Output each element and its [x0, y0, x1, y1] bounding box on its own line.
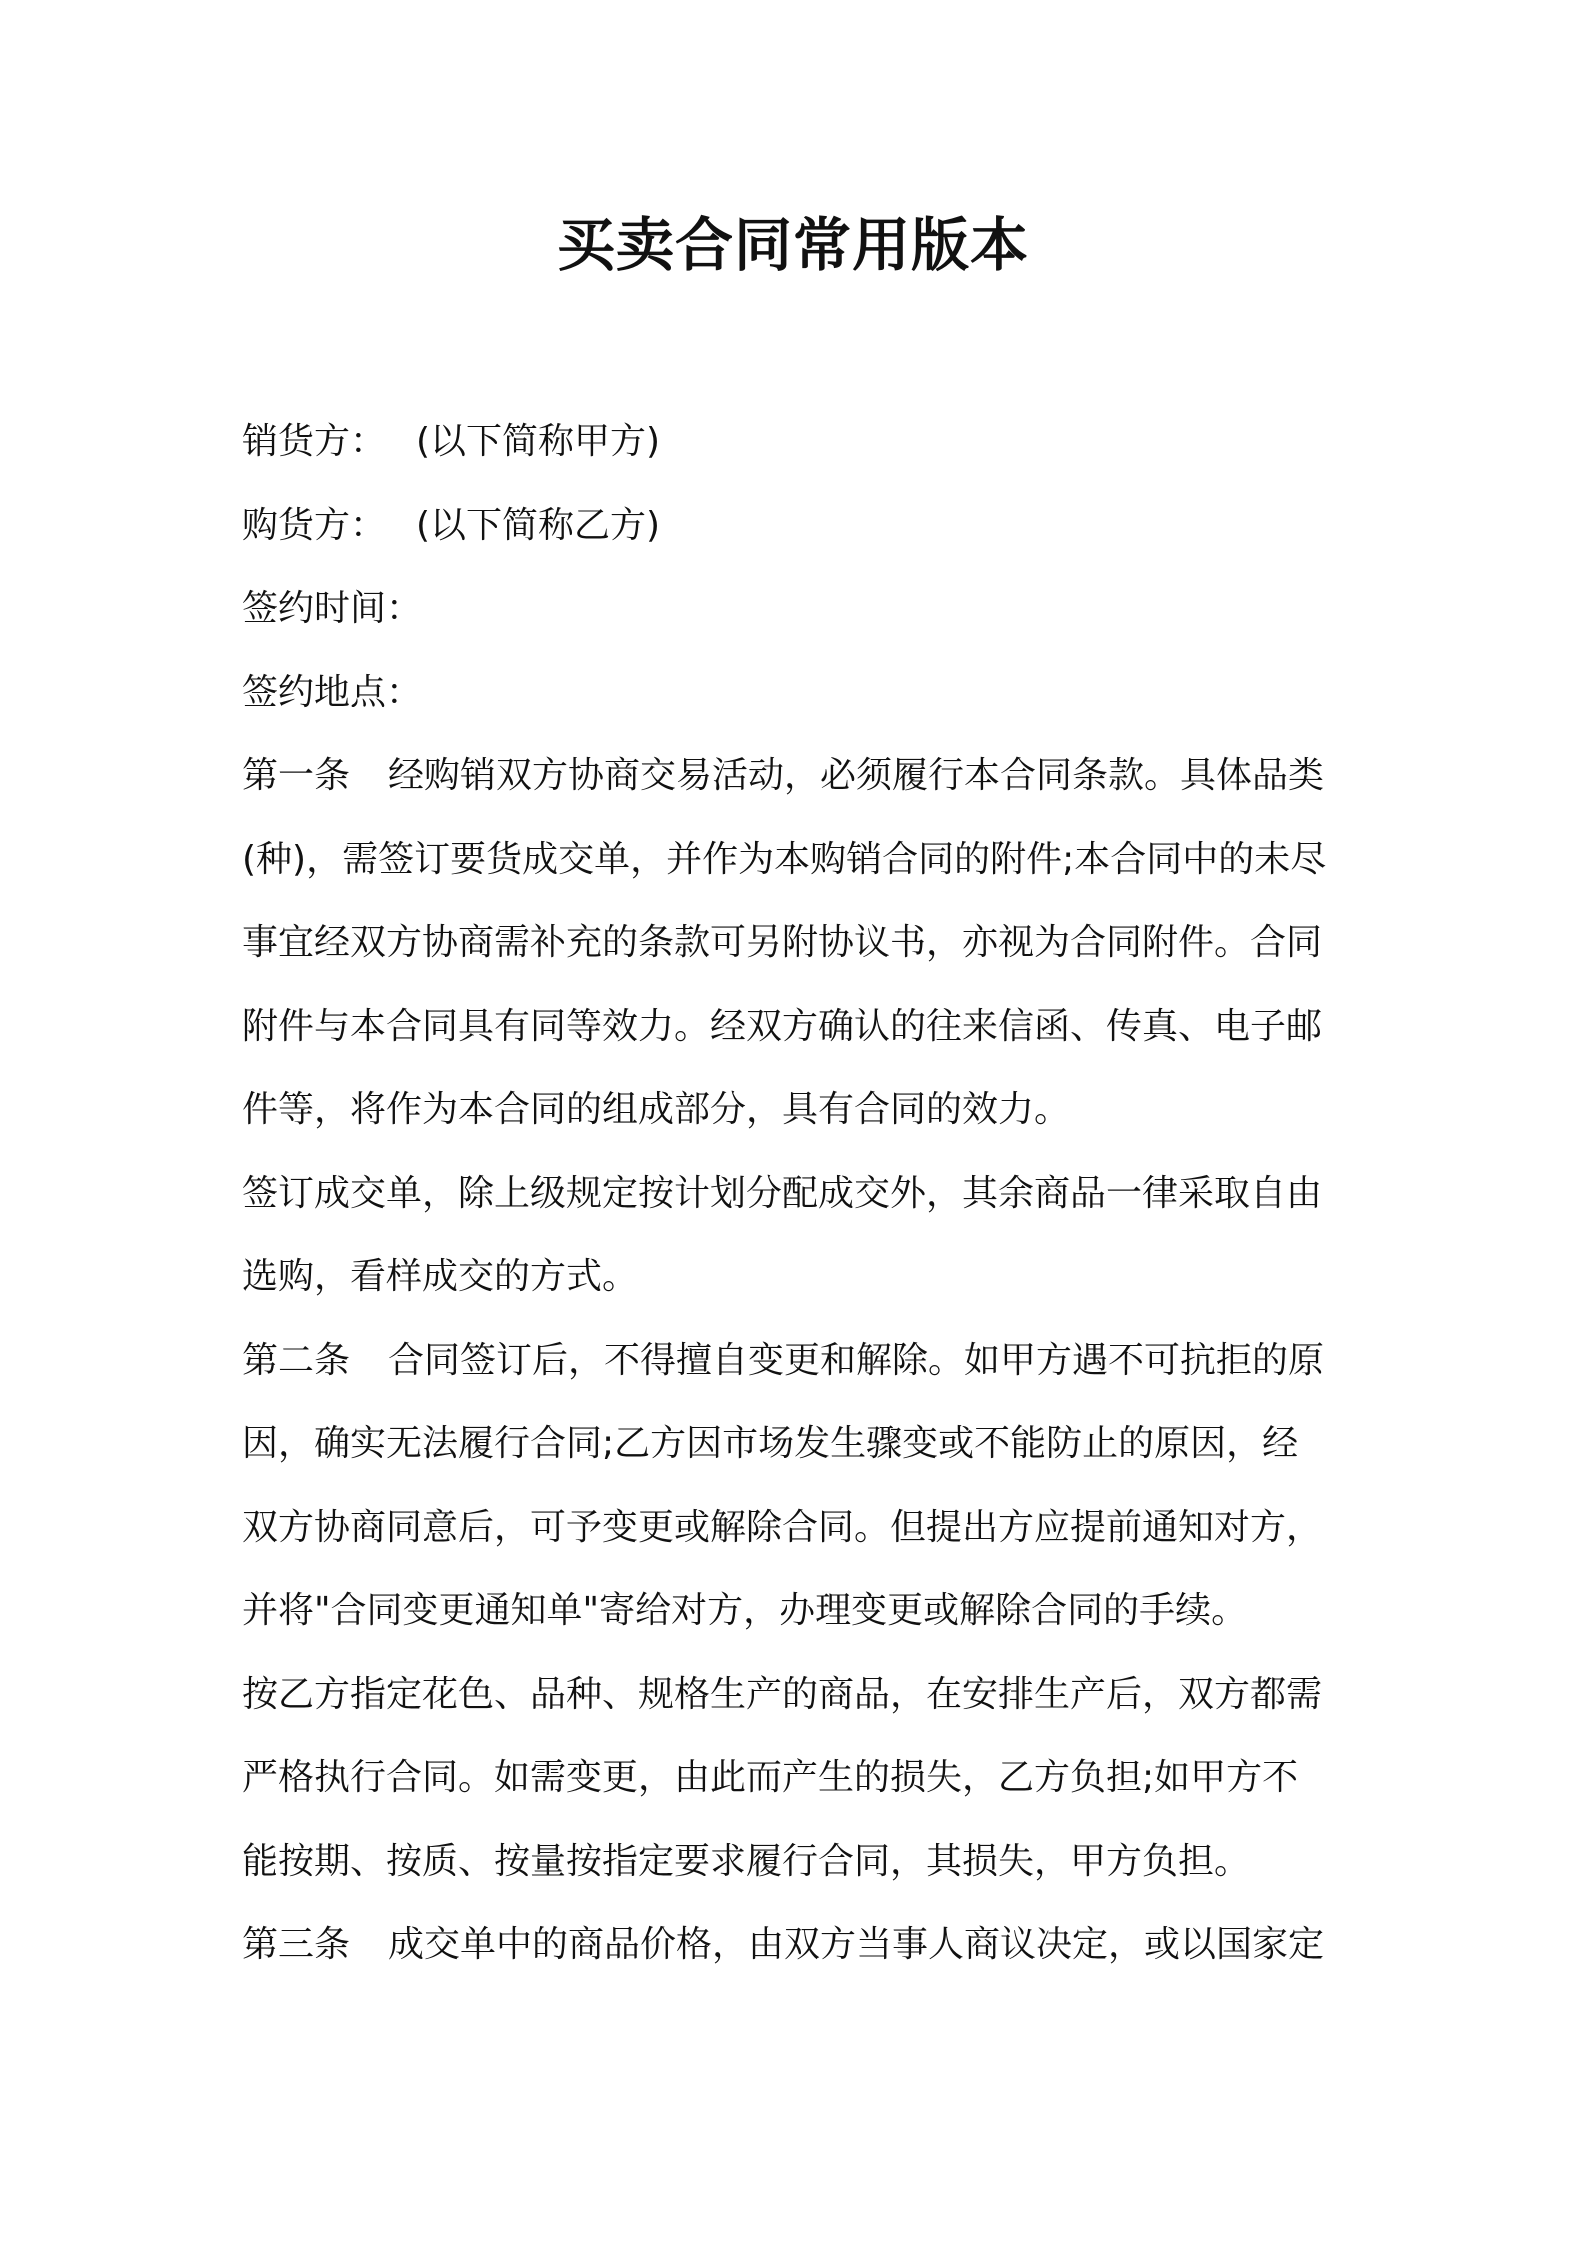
- sign-time-label: 签约时间：: [242, 588, 423, 629]
- sign-place-line: [242, 651, 1352, 735]
- article-1-para-2-line-2: 选购，看样成交的方式。: [242, 1256, 639, 1297]
- buyer-label: 购货方：: [242, 504, 387, 546]
- seller-note: (以下简称甲方): [416, 421, 661, 462]
- article-1-para-2-line-1: 签订成交单，除上级规定按计划分配成交外，其余商品一律采取自由: [242, 1172, 1323, 1214]
- article-1-line-2: (种)，需签订要货成交单，并作为本购销合同的附件;本合同中的未尽: [242, 838, 1327, 880]
- sign-place-label: 签约地点：: [242, 671, 423, 713]
- seller-label: 销货方：: [242, 421, 387, 462]
- article-2-para-2-line-2: 严格执行合同。如需变更，由此而产生的损失，乙方负担;如甲方不: [242, 1757, 1299, 1798]
- article-2-para-2-line-3: 能按期、按质、按量按指定要求履行合同，其损失，甲方负担。: [242, 1840, 1251, 1882]
- buyer-note: (以下简称乙方): [416, 504, 661, 546]
- article-1-line-3: 事宜经双方协商需补充的条款可另附协议书，亦视为合同附件。合同: [242, 922, 1323, 963]
- document-title: 买卖合同常用版本: [556, 211, 1029, 279]
- article-3-line-1: [242, 1903, 1352, 1987]
- seller-line: [242, 400, 1352, 484]
- buyer-line: [242, 484, 1352, 568]
- document-body: [242, 400, 1352, 1987]
- article-1-line-5: 件等，将作为本合同的组成部分，具有合同的效力。: [242, 1089, 1071, 1130]
- article-1-line-4: 附件与本合同具有同等效力。经双方确认的往来信函、传真、电子邮: [242, 1005, 1323, 1047]
- article-1-line-1: [242, 734, 1352, 818]
- article-2-para-2-line-1: 按乙方指定花色、品种、规格生产的商品，在安排生产后，双方都需: [242, 1673, 1323, 1715]
- article-1-heading: 第一条: [242, 755, 351, 796]
- article-2-text-1: 合同签订后，不得擅自变更和解除。如甲方遇不可抗拒的原: [388, 1339, 1325, 1381]
- sign-time-line: [242, 567, 1352, 651]
- article-2-heading: 第二条: [242, 1339, 351, 1381]
- article-1-text-1: 经购销双方协商交易活动，必须履行本合同条款。具体品类: [388, 755, 1325, 796]
- article-2-line-4: 并将"合同变更通知单"寄给对方，办理变更或解除合同的手续。: [242, 1590, 1248, 1631]
- article-2-line-2: 因，确实无法履行合同;乙方因市场发生骤变或不能防止的原因，经: [242, 1423, 1299, 1464]
- article-2-line-3: 双方协商同意后，可予变更或解除合同。但提出方应提前通知对方，: [242, 1506, 1323, 1548]
- article-3-text-1: 成交单中的商品价格，由双方当事人商议决定，或以国家定: [388, 1924, 1325, 1965]
- article-3-heading: 第三条: [242, 1924, 351, 1965]
- article-2-line-1: [242, 1319, 1352, 1403]
